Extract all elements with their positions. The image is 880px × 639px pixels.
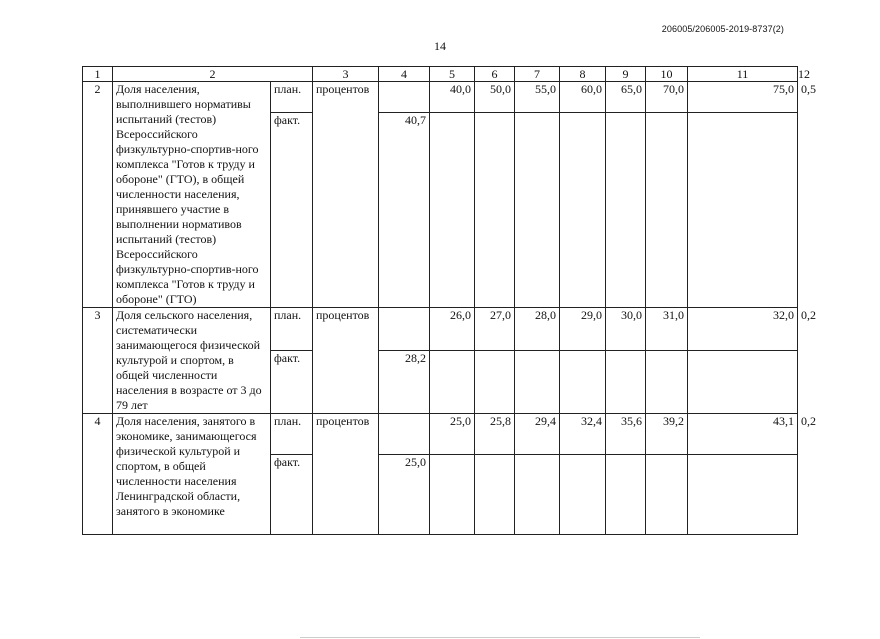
- page-number: 14: [434, 39, 446, 53]
- indicator-row-plan: 2 Доля населения, выполнившего нормативы испытаний (тестов) Всероссийского физкультурно-спортив-ного комплекса "Готов к труду и обороне" (ГТО), в общей численности населения, принявшего участие в выполнении нормативов испытаний (тестов) Всероссийского физкультурно-спортив-ного комплекса "Готов к труду и обороне" (ГТО) план. процентов 40,0 50,0 55,0 60,0 65,0 70,0 75,0 0,5: [83, 82, 798, 113]
- indicator-name: Доля сельского населения, систематически занимающегося физической культурой и спортом, в общей численности населения в возрасте от 3 до 79 лет: [113, 308, 271, 414]
- header-cell: 4: [379, 67, 430, 82]
- fact-value-empty: [560, 455, 606, 535]
- unit-cell: процентов: [313, 414, 379, 535]
- plan-value: 32,4: [560, 414, 606, 455]
- base-plan-value: [379, 82, 430, 113]
- plan-value: 32,0: [688, 308, 798, 351]
- indicators-table: [82, 66, 816, 535]
- fact-value-empty: [515, 455, 560, 535]
- base-fact-value: 28,2: [379, 351, 430, 414]
- indicator-row-plan: 3 Доля сельского населения, систематически занимающегося физической культурой и спортом, в общей численности населения в возрасте от 3 до 79 лет план. процентов 26,0 27,0 28,0 29,0 30,0 31,0 32,0 0,2: [83, 308, 798, 351]
- plan-value: 75,0: [688, 82, 798, 113]
- fact-label: факт.: [271, 455, 313, 535]
- fact-value-empty: [515, 112, 560, 307]
- base-fact-value: 25,0: [379, 455, 430, 535]
- plan-value: 28,0: [515, 308, 560, 351]
- plan-label: план.: [271, 308, 313, 351]
- header-cell: 5: [430, 67, 475, 82]
- fact-value-empty: [430, 351, 475, 414]
- header-cell: 2: [113, 67, 313, 82]
- row-number: 4: [83, 414, 113, 535]
- fact-value-empty: [515, 351, 560, 414]
- plan-value: 30,0: [606, 308, 646, 351]
- base-plan-value: [379, 308, 430, 351]
- fact-value-empty: [646, 455, 688, 535]
- row-number: 2: [83, 82, 113, 308]
- plan-value: 40,0: [430, 82, 475, 113]
- header-cell: 9: [606, 67, 646, 82]
- indicator-name: Доля населения, занятого в экономике, занимающегося физической культурой и спортом, в общей численности населения Ленинградской области, занятого в экономике: [113, 414, 271, 535]
- fact-value-empty: [430, 112, 475, 307]
- document-id: 206005/206005-2019-8737(2): [661, 24, 784, 34]
- plan-value: 39,2: [646, 414, 688, 455]
- fact-value-empty: [606, 351, 646, 414]
- plan-label: план.: [271, 82, 313, 113]
- plan-value: 29,4: [515, 414, 560, 455]
- header-cell: 8: [560, 67, 606, 82]
- fact-label: факт.: [271, 112, 313, 307]
- header-cell: 10: [646, 67, 688, 82]
- fact-value-empty: [688, 351, 798, 414]
- base-fact-value: 40,7: [379, 112, 430, 307]
- row-number: 3: [83, 308, 113, 414]
- header-cell: 7: [515, 67, 560, 82]
- plan-value: 55,0: [515, 82, 560, 113]
- fact-value-empty: [646, 351, 688, 414]
- plan-value: 25,8: [475, 414, 515, 455]
- fact-value-empty: [688, 112, 798, 307]
- fact-label: факт.: [271, 351, 313, 414]
- plan-value: 60,0: [560, 82, 606, 113]
- fact-value-empty: [430, 455, 475, 535]
- plan-value: 35,6: [606, 414, 646, 455]
- plan-value: 70,0: [646, 82, 688, 113]
- fact-value-empty: [475, 351, 515, 414]
- indicator-name: Доля населения, выполнившего нормативы испытаний (тестов) Всероссийского физкультурно-спортив-ного комплекса "Готов к труду и обороне" (ГТО), в общей численности населения, принявшего участие в выполнении нормативов испытаний (тестов) Всероссийского физкультурно-спортив-ного комплекса "Готов к труду и обороне" (ГТО): [113, 82, 271, 308]
- plan-value: 31,0: [646, 308, 688, 351]
- fact-value-empty: [560, 351, 606, 414]
- plan-value: 65,0: [606, 82, 646, 113]
- column-numbers-row: 1 2 3 4 5 6 7 8 9 10 11 12: [83, 67, 798, 82]
- header-cell: 1: [83, 67, 113, 82]
- plan-value: 29,0: [560, 308, 606, 351]
- base-plan-value: [379, 414, 430, 455]
- plan-value: 43,1: [688, 414, 798, 455]
- fact-value-empty: [646, 112, 688, 307]
- fact-value-empty: [606, 112, 646, 307]
- header-cell: 3: [313, 67, 379, 82]
- header-cell: 6: [475, 67, 515, 82]
- fact-value-empty: [475, 112, 515, 307]
- unit-cell: процентов: [313, 308, 379, 414]
- fact-value-empty: [475, 455, 515, 535]
- plan-value: 50,0: [475, 82, 515, 113]
- plan-label: план.: [271, 414, 313, 455]
- plan-value: 27,0: [475, 308, 515, 351]
- fact-value-empty: [560, 112, 606, 307]
- page-edge-line: [300, 637, 700, 638]
- unit-cell: процентов: [313, 82, 379, 308]
- fact-value-empty: [688, 455, 798, 535]
- plan-value: 26,0: [430, 308, 475, 351]
- indicator-row-plan: 4 Доля населения, занятого в экономике, занимающегося физической культурой и спортом, в общей численности населения Ленинградской области, занятого в экономике план. процентов 25,0 25,8 29,4 32,4 35,6 39,2 43,1 0,2: [83, 414, 798, 455]
- plan-value: 25,0: [430, 414, 475, 455]
- fact-value-empty: [606, 455, 646, 535]
- header-cell: 11: [688, 67, 798, 82]
